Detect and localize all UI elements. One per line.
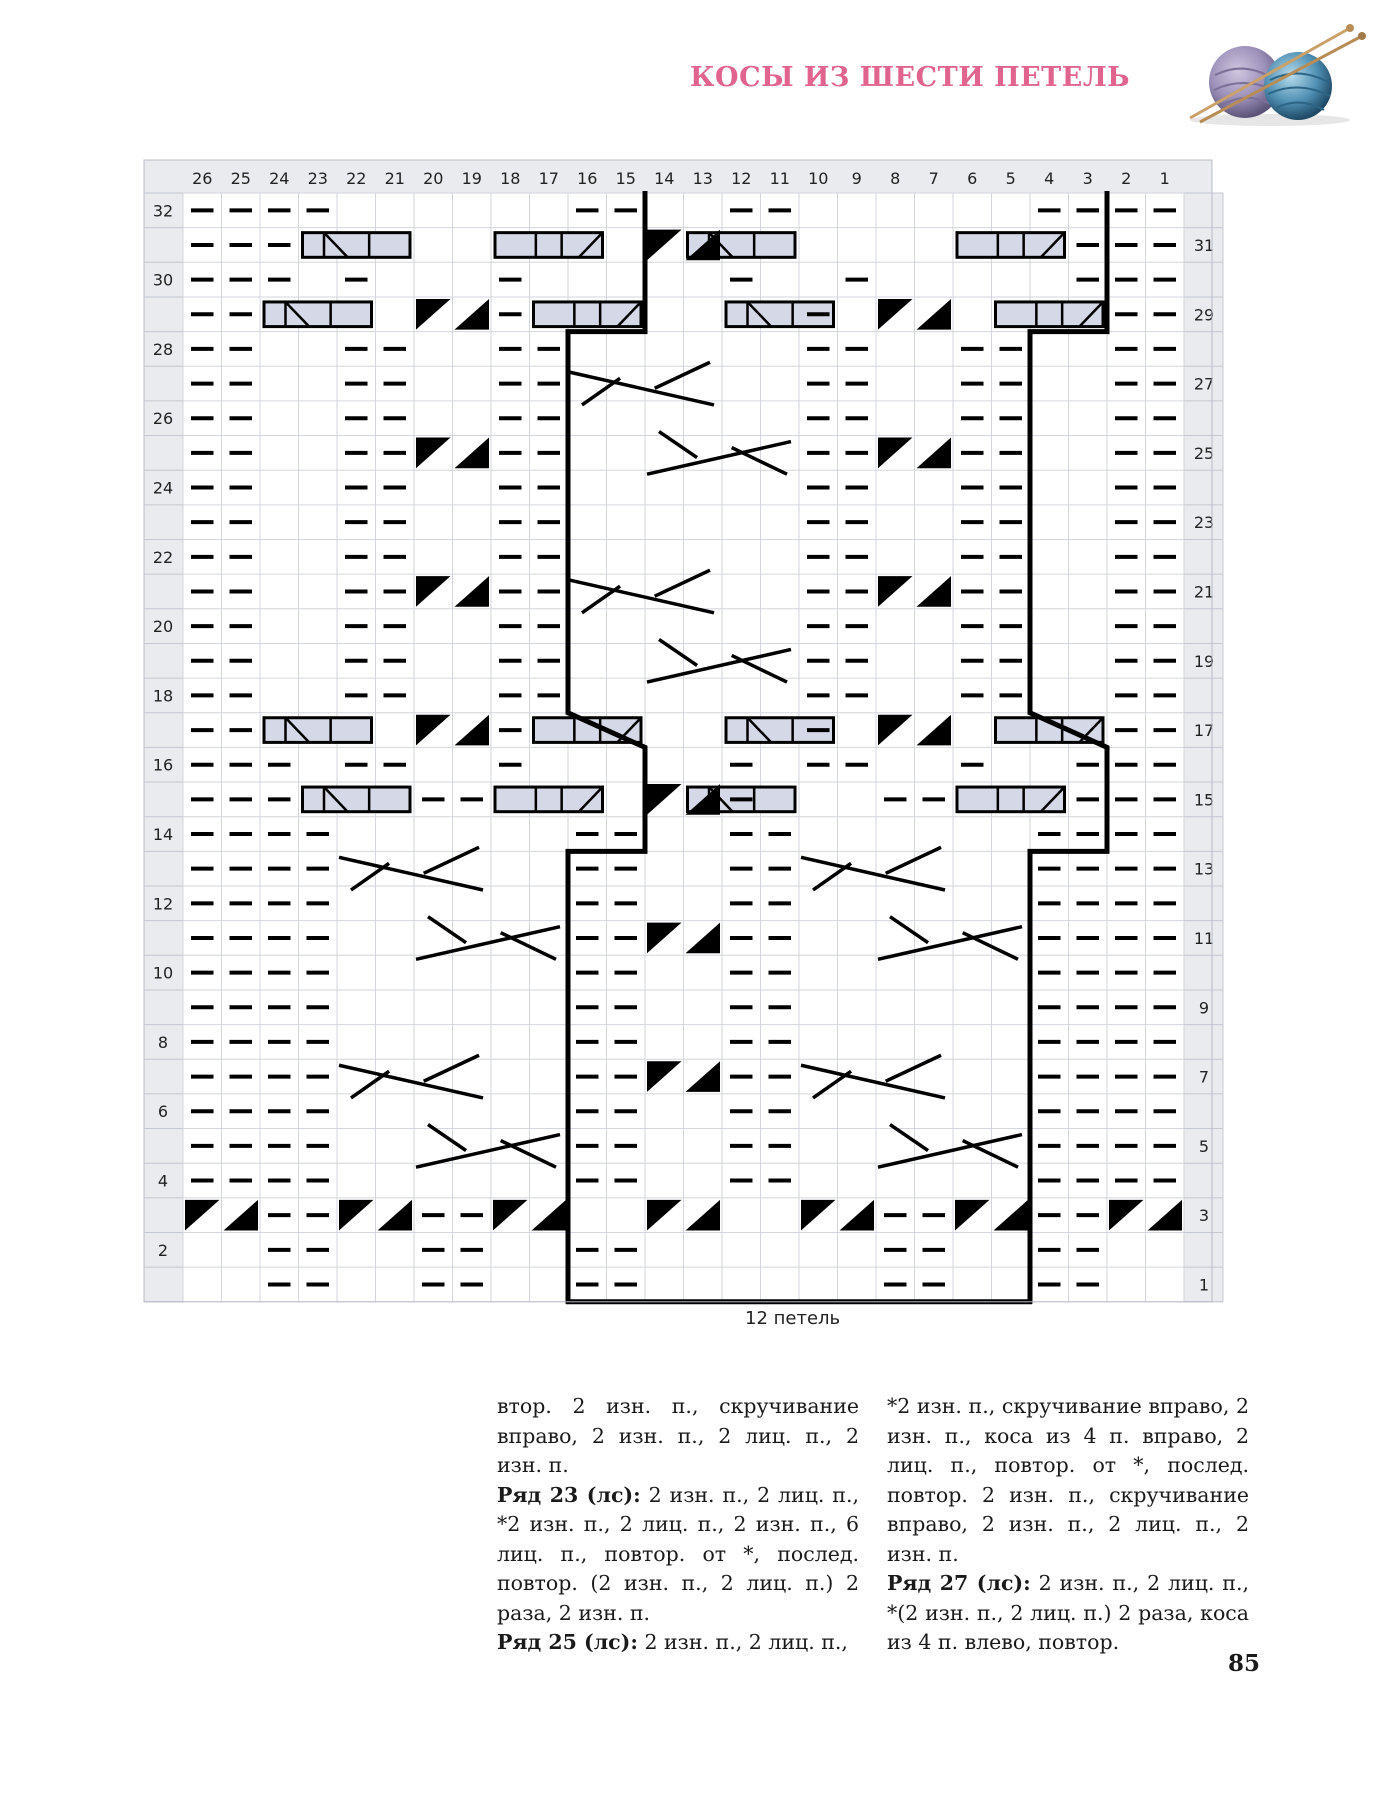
- column-number: 23: [307, 169, 328, 188]
- row-label: Ряд 25 (лс):: [497, 1630, 638, 1654]
- row-number: 30: [152, 270, 174, 290]
- column-number: 4: [1044, 169, 1055, 188]
- instruction-paragraph: [887, 1392, 1249, 1569]
- chart-caption: 12 петель: [745, 1308, 841, 1329]
- column-number: 1: [1159, 169, 1170, 188]
- row-number: 18: [152, 686, 174, 706]
- instruction-text: втор. 2 изн. п., скручивание вправо, 2 изн. п., 2 лиц. п., 2 изн. п.: [497, 1394, 859, 1477]
- column-number: 12: [731, 169, 752, 188]
- row-number: 7: [1198, 1067, 1210, 1087]
- column-number: 7: [928, 169, 939, 188]
- row-label: Ряд 27 (лс):: [887, 1571, 1031, 1595]
- column-number: 11: [769, 169, 790, 188]
- column-number: 2: [1121, 169, 1132, 188]
- row-number: 19: [1193, 651, 1215, 671]
- cable-4-right: [534, 302, 642, 327]
- row-number: 12: [152, 894, 174, 914]
- column-number: 10: [808, 169, 829, 188]
- row-number: 13: [1193, 859, 1215, 879]
- cable-4-left: [264, 302, 372, 327]
- row-number: 5: [1198, 1136, 1210, 1156]
- column-number: 8: [890, 169, 901, 188]
- column-number: 6: [967, 169, 978, 188]
- row-number: 1: [1198, 1275, 1210, 1295]
- cable-4-right: [495, 787, 603, 812]
- column-number: 25: [230, 169, 251, 188]
- column-number: 9: [851, 169, 862, 188]
- column-number: 5: [1005, 169, 1016, 188]
- cable-4-right: [996, 302, 1104, 327]
- row-number: 21: [1193, 582, 1215, 602]
- cable-4-right: [957, 787, 1065, 812]
- row-number: 8: [157, 1032, 169, 1052]
- cable-4-right: [957, 233, 1065, 258]
- row-number: 31: [1193, 235, 1215, 255]
- instruction-paragraph: [497, 1481, 859, 1629]
- row-number: 23: [1193, 513, 1215, 533]
- instruction-text: 2 изн. п., 2 лиц. п., *(2 изн. п., 2 лиц. п.) 2 раза, коса из 4 п. влево, повтор.: [887, 1571, 1249, 1654]
- page-number: 85: [1228, 1650, 1261, 1677]
- instruction-paragraph: [887, 1569, 1249, 1658]
- instruction-text: *2 изн. п., скручивание вправо, 2 изн. п., коса из 4 п. вправо, 2 лиц. п., повтор. от *, послед. повтор. 2 изн. п., скручивание вправо, 2 изн. п., 2 лиц. п., 2 изн. п.: [887, 1394, 1249, 1566]
- instruction-text: 2 изн. п., 2 лиц. п., *2 изн. п., 2 лиц. п., 2 изн. п., 6 лиц. п., повтор. от *, послед. повтор. (2 изн. п., 2 лиц. п.) 2 раза, 2 изн. п.: [497, 1482, 859, 1625]
- row-number: 9: [1198, 998, 1210, 1018]
- column-number: 22: [346, 169, 367, 188]
- row-number: 15: [1193, 790, 1215, 810]
- row-number: 28: [152, 339, 174, 359]
- column-number: 19: [461, 169, 482, 188]
- cable-4-right: [495, 233, 603, 258]
- column-number: 16: [577, 169, 598, 188]
- column-number: 24: [269, 169, 290, 188]
- cable-4-left: [303, 233, 411, 258]
- instructions-left-column: [497, 1392, 859, 1658]
- row-number: 11: [1193, 928, 1215, 948]
- page-section-title: КОСЫ ИЗ ШЕСТИ ПЕТЕЛЬ: [690, 62, 1131, 93]
- row-number: 26: [152, 409, 174, 429]
- column-number: 15: [615, 169, 636, 188]
- row-number: 16: [152, 755, 174, 775]
- row-number: 2: [157, 1240, 169, 1260]
- row-number: 6: [157, 1102, 169, 1122]
- row-number: 24: [152, 478, 174, 498]
- row-number: 29: [1193, 305, 1215, 325]
- row-number: 25: [1193, 443, 1215, 463]
- row-number: 14: [152, 825, 174, 845]
- row-number: 17: [1193, 721, 1215, 741]
- row-label: Ряд 23 (лс):: [497, 1482, 641, 1507]
- column-number: 20: [423, 169, 444, 188]
- row-number: 10: [152, 963, 174, 983]
- cable-4-left: [303, 787, 411, 812]
- column-number: 21: [384, 169, 405, 188]
- row-number: 32: [152, 201, 174, 221]
- column-number: 14: [654, 169, 675, 188]
- column-number: 26: [192, 169, 213, 188]
- row-number: 22: [152, 547, 174, 567]
- row-number: 3: [1198, 1206, 1210, 1226]
- instructions-right-column: [887, 1392, 1249, 1658]
- column-number: 18: [500, 169, 521, 188]
- row-number: 20: [152, 617, 174, 637]
- instruction-text: 2 изн. п., 2 лиц. п.,: [637, 1630, 848, 1654]
- instruction-paragraph: [497, 1628, 859, 1658]
- column-number: 3: [1082, 169, 1093, 188]
- column-number: 17: [538, 169, 559, 188]
- cable-4-left: [264, 718, 372, 743]
- row-number: 4: [157, 1171, 169, 1191]
- instruction-paragraph: [497, 1392, 859, 1481]
- column-number: 13: [692, 169, 713, 188]
- row-number: 27: [1193, 374, 1215, 394]
